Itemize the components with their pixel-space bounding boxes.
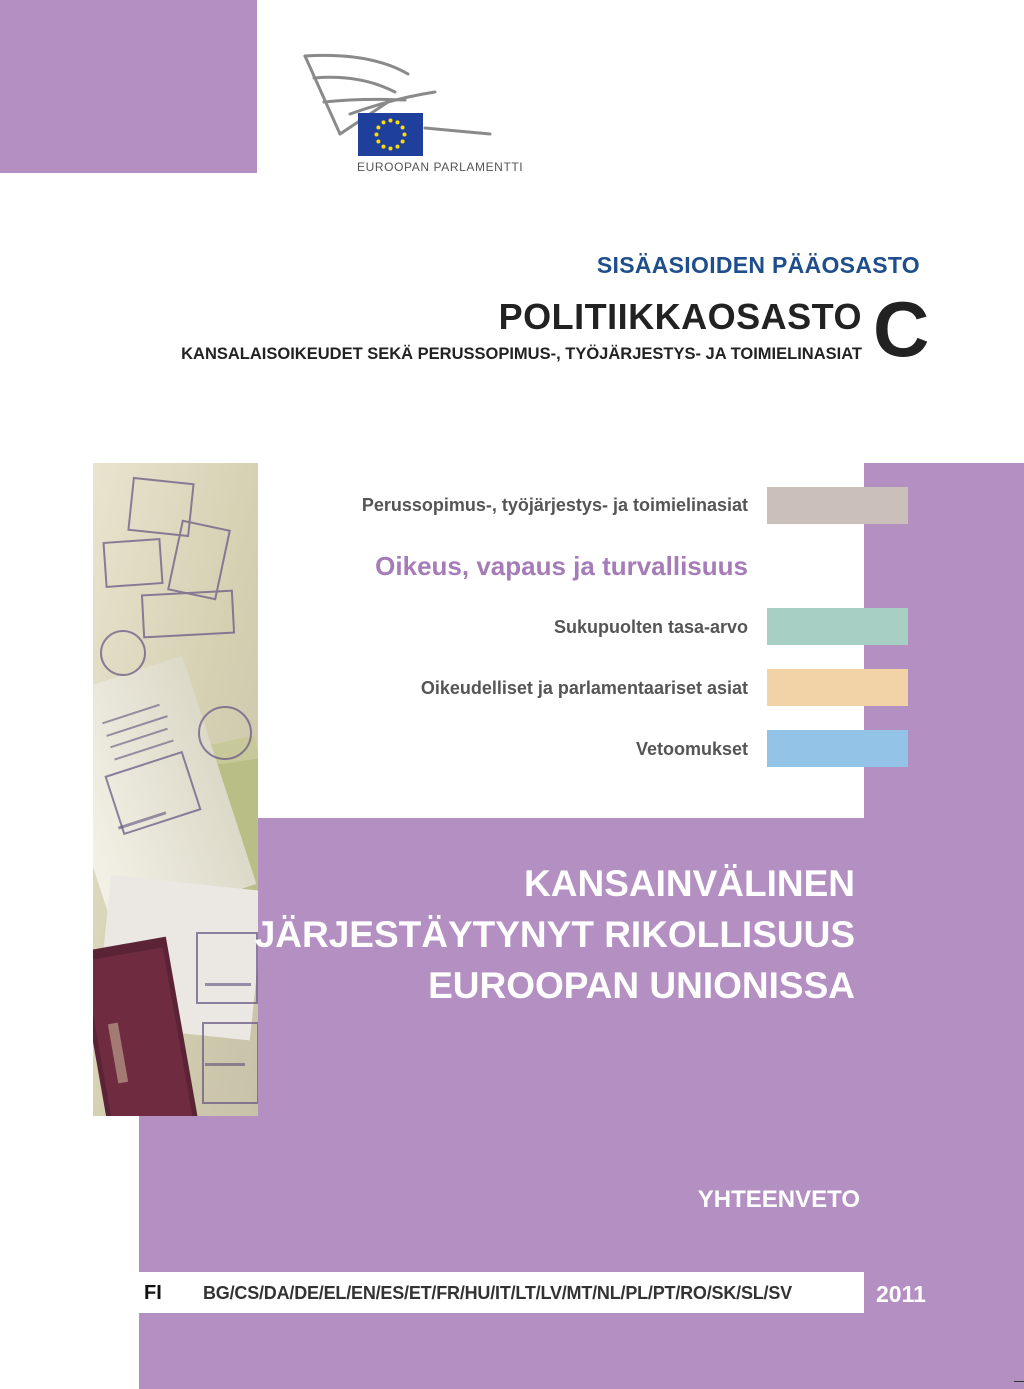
category-swatch bbox=[767, 730, 908, 767]
passport-stamps-image bbox=[93, 463, 258, 1116]
eu-flag bbox=[358, 113, 423, 156]
report-title-line: KANSAINVÄLINEN bbox=[524, 863, 855, 904]
institution-name: EUROOPAN PARLAMENTTI bbox=[357, 160, 524, 174]
directorate-title: SISÄASIOIDEN PÄÄOSASTO bbox=[596, 252, 920, 278]
category-swatch bbox=[767, 608, 908, 645]
category-item: Sukupuolten tasa-arvo bbox=[553, 617, 748, 637]
category-swatch bbox=[767, 487, 908, 524]
eu-stars-icon bbox=[358, 113, 423, 156]
category-item: Perussopimus-, työjärjestys- ja toimielinasiat bbox=[361, 495, 748, 515]
crop-mark bbox=[1014, 1381, 1024, 1382]
language-current: FI bbox=[144, 1282, 162, 1304]
document-type: YHTEENVETO bbox=[697, 1186, 860, 1213]
cover-photo bbox=[93, 463, 258, 1116]
top-left-accent-block bbox=[0, 0, 257, 173]
category-item: Oikeudelliset ja parlamentaariset asiat bbox=[420, 678, 748, 698]
department-letter: C bbox=[873, 285, 930, 373]
report-title-line: EUROOPAN UNIONISSA bbox=[428, 965, 855, 1006]
report-title bbox=[235, 858, 855, 1011]
publication-year: 2011 bbox=[876, 1281, 926, 1307]
report-title-line: JÄRJESTÄYTYNYT RIKOLLISUUS bbox=[254, 914, 855, 955]
category-item: Vetoomukset bbox=[635, 739, 748, 759]
language-list: BG/CS/DA/DE/EL/EN/ES/ET/FR/HU/IT/LT/LV/MT/NL/PL/PT/RO/SK/SL/SV bbox=[203, 1283, 792, 1303]
parliament-logo bbox=[300, 52, 500, 157]
department-title: POLITIIKKAOSASTO bbox=[498, 296, 862, 337]
category-swatch bbox=[767, 669, 908, 706]
category-item-active: Oikeus, vapaus ja turvallisuus bbox=[375, 551, 748, 581]
right-accent-block bbox=[864, 463, 1024, 1389]
department-subtitle: KANSALAISOIKEUDET SEKÄ PERUSSOPIMUS-, TYÖJÄRJESTYS- JA TOIMIELINASIAT bbox=[181, 345, 862, 363]
bottom-left-accent-block bbox=[139, 1116, 258, 1389]
